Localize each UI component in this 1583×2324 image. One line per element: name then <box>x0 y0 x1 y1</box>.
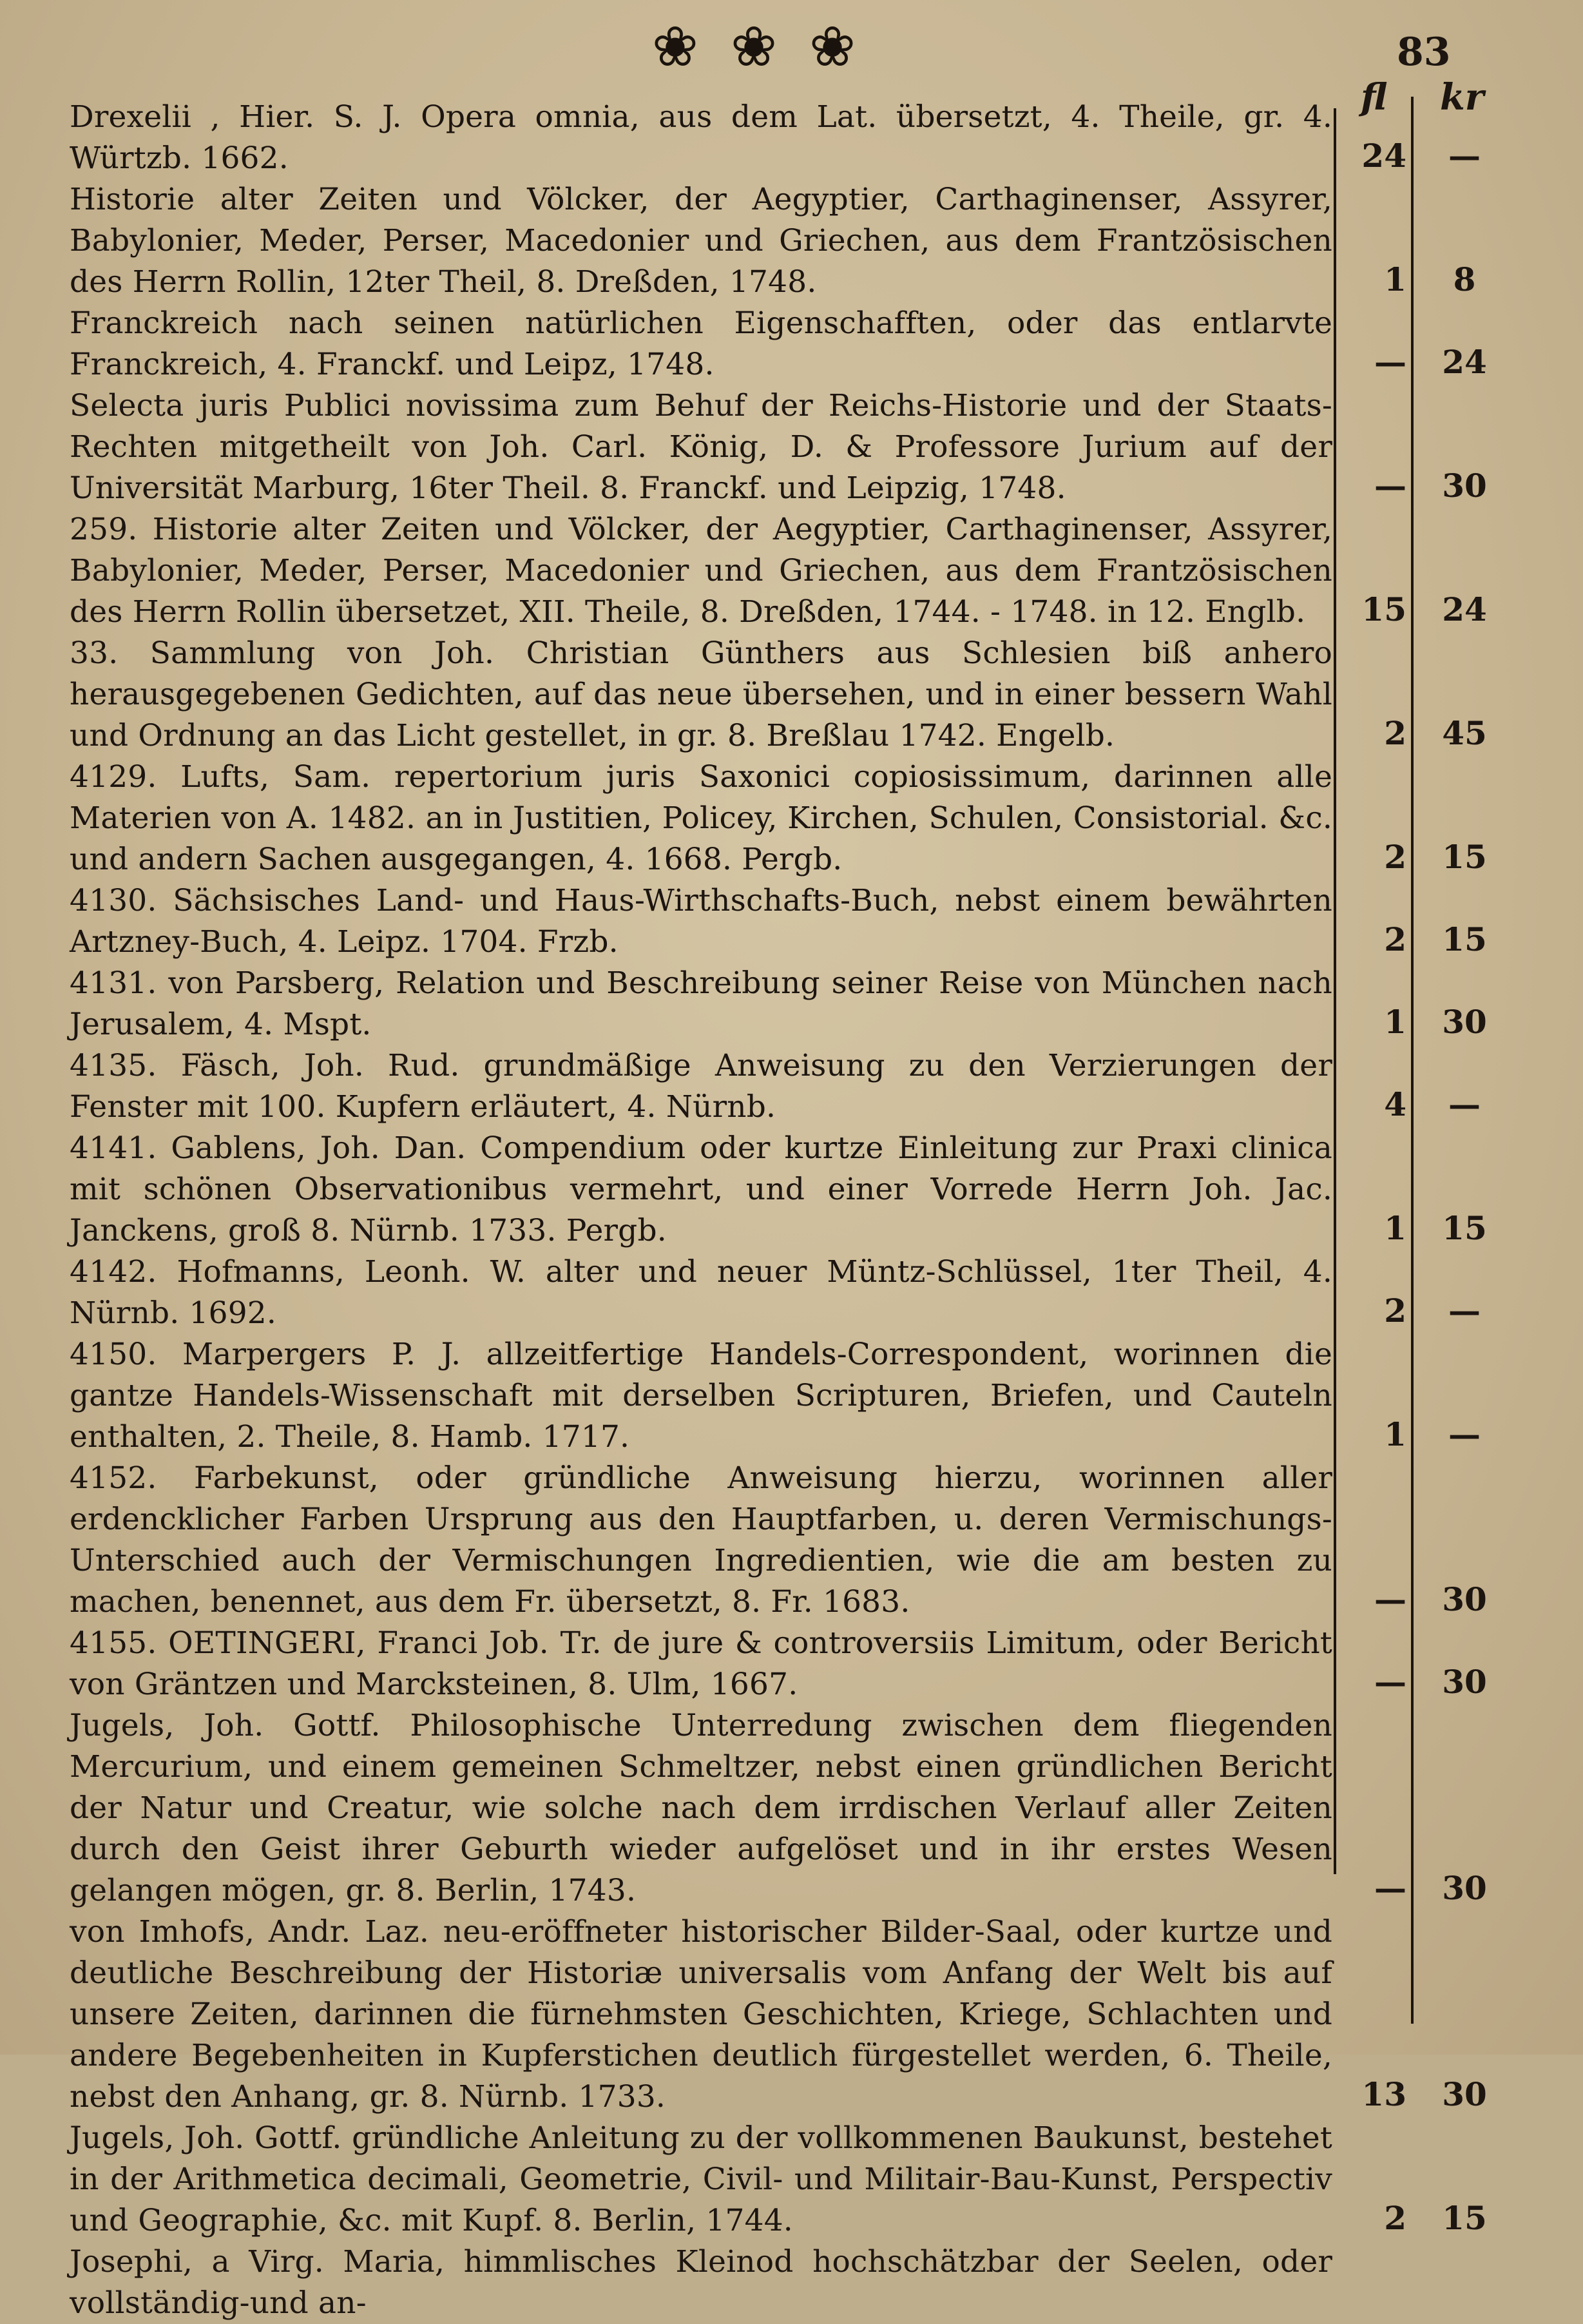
price-kreuzer: 30 <box>1442 1663 1487 1701</box>
price-florin: — <box>1374 1663 1406 1701</box>
price-kreuzer: — <box>1448 1085 1481 1123</box>
catalog-entry <box>70 2242 1332 2324</box>
entry-text: Jugels, Joh. Gottf. gründliche Anleitung zu der vollkommenen Baukunst, bestehet in der Arithmetica decimali, Geometrie, Civil- und Militair-Bau-Kunst, Perspectiv und Geographie, &c. mit Kupf. 8. Berlin, 1744. <box>70 2120 1332 2238</box>
price-kreuzer: 8 <box>1453 260 1476 298</box>
catalog-entry <box>70 1623 1487 1705</box>
price-florin: 1 <box>1384 1209 1406 1247</box>
catalog-entry <box>70 1045 1481 1128</box>
catalog-entry <box>70 385 1487 509</box>
price-florin: 1 <box>1384 1415 1406 1453</box>
catalog-entry <box>70 1252 1481 1334</box>
catalog-entries <box>70 97 1487 2324</box>
price-florin: 2 <box>1384 2199 1406 2237</box>
price-florin: 2 <box>1384 714 1406 752</box>
entry-text: Selecta juris Publici novissima zum Behuf der Reichs-Historie und der Staats-Rechten mitgetheilt von Joh. Carl. König, D. & Professore Jurium auf der Universität Marburg, 16ter Theil. 8. Franckf. und Leipzig, 1748. <box>70 388 1332 506</box>
flower-ornament-icon: ❀ <box>651 15 698 79</box>
price-kreuzer: 15 <box>1442 1209 1487 1247</box>
price-kreuzer: 15 <box>1442 838 1487 876</box>
price-kreuzer: — <box>1448 1415 1481 1453</box>
entry-text: 4142. Hofmanns, Leonh. W. alter und neuer Müntz-Schlüssel, 1ter Theil, 4. Nürnb. 1692. <box>70 1254 1332 1331</box>
price-florin: 1 <box>1384 260 1406 298</box>
catalog-entry <box>70 303 1487 385</box>
entry-text: 4152. Farbekunst, oder gründliche Anweisung hierzu, worinnen aller erdencklicher Farben Ursprung aus den Hauptfarben, u. deren Vermischungs-Unterschied auch der Vermischungen Ingredientien, wie die am besten zu machen, benennet, aus dem Fr. übersetzt, 8. Fr. 1683. <box>70 1460 1332 1620</box>
kreuzer-column-header: kr <box>1440 76 1484 119</box>
catalog-entry <box>70 880 1487 963</box>
price-kreuzer: 30 <box>1442 1580 1487 1618</box>
entry-text: Drexelii , Hier. S. J. Opera omnia, aus dem Lat. übersetzt, 4. Theile, gr. 4. Würtzb. 1662. <box>70 99 1332 176</box>
catalog-entry <box>70 1912 1487 2118</box>
entry-text: Josephi, a Virg. Maria, himmlisches Kleinod hochschätzbar der Seelen, oder vollständig-und an- <box>70 2244 1332 2321</box>
price-kreuzer: 30 <box>1442 467 1487 505</box>
price-florin: — <box>1374 343 1406 381</box>
entry-text: von Imhofs, Andr. Laz. neu-eröffneter historischer Bilder-Saal, oder kurtze und deutliche Beschreibung der Historiæ universalis vom Anfang der Welt bis auf unsere Zeiten, darinnen die fürnehmsten Geschichten, Kriege, Schlachten und andere Begebenheiten in Kupferstichen deutlich fürgestellet werden, 6. Theile, nebst den Anhang, gr. 8. Nürnb. 1733. <box>70 1914 1332 2115</box>
catalog-entry <box>70 963 1487 1045</box>
entry-text: Franckreich nach seinen natürlichen Eigenschafften, oder das entlarvte Franckreich, 4. Franckf. und Leipz, 1748. <box>70 305 1332 382</box>
column-rule-left <box>1334 108 1336 1874</box>
price-florin: 15 <box>1361 590 1406 628</box>
price-kreuzer: — <box>1448 137 1481 175</box>
price-florin: — <box>1374 1869 1406 1907</box>
price-florin: 2 <box>1384 1292 1406 1330</box>
catalog-entry <box>70 633 1487 757</box>
entry-text: 4129. Lufts, Sam. repertorium juris Saxonici copiosissimum, darinnen alle Materien von A. 1482. an in Justitien, Policey, Kirchen, Schulen, Consistorial. &c. und andern Sachen ausgegangen, 4. 1668. Pergb. <box>70 759 1332 877</box>
price-kreuzer: 24 <box>1442 590 1487 628</box>
entry-text: Jugels, Joh. Gottf. Philosophische Unterredung zwischen dem fliegenden Mercurium, und einem gemeinen Schmeltzer, nebst einen gründlichen Bericht der Natur und Creatur, wie solche nach dem irrdischen Verlauf aller Zeiten durch den Geist ihrer Geburth wieder aufgelöset und in ihr erstes Wesen gelangen mögen, gr. 8. Berlin, 1743. <box>70 1708 1332 1908</box>
flower-ornament-icon: ❀ <box>809 15 856 79</box>
column-rule-middle <box>1411 97 1414 2024</box>
price-kreuzer: 30 <box>1442 1869 1487 1907</box>
entry-text: Historie alter Zeiten und Völcker, der Aegyptier, Carthaginenser, Assyrer, Babylonier, Meder, Perser, Macedonier und Griechen, aus dem Frantzösischen des Herrn Rollin, 12ter Theil, 8. Dreßden, 1748. <box>70 182 1332 300</box>
entry-text: 259. Historie alter Zeiten und Völcker, der Aegyptier, Carthaginenser, Assyrer, Babylonier, Meder, Perser, Macedonier und Griechen, aus dem Frantzösischen des Herrn Rollin übersetzet, XII. Theile, 8. Dreßden, 1744. - 1748. in 12. Englb. <box>70 512 1332 630</box>
catalog-entry <box>70 509 1487 633</box>
price-kreuzer: 30 <box>1442 1003 1487 1041</box>
price-florin: — <box>1374 1580 1406 1618</box>
price-kreuzer: 30 <box>1442 2075 1487 2113</box>
florin-column-header: fl <box>1361 76 1387 119</box>
catalog-entry <box>70 1458 1487 1623</box>
price-florin: 1 <box>1384 1003 1406 1041</box>
entry-text: 33. Sammlung von Joh. Christian Günthers aus Schlesien biß anhero herausgegebenen Gedichten, auf das neue übersehen, und in einer bessern Wahl und Ordnung an das Licht gestellet, in gr. 8. Breßlau 1742. Engelb. <box>70 635 1332 753</box>
price-florin: 24 <box>1361 137 1406 175</box>
price-florin: 4 <box>1384 1085 1406 1123</box>
entry-text: 4130. Sächsisches Land- und Haus-Wirthschafts-Buch, nebst einem bewährten Artzney-Buch, 4. Leipz. 1704. Frzb. <box>70 883 1332 960</box>
catalog-entry <box>70 179 1476 303</box>
catalog-entry <box>70 2118 1487 2242</box>
entry-text: 4135. Fäsch, Joh. Rud. grundmäßige Anweisung zu den Verzierungen der Fenster mit 100. Kupfern erläutert, 4. Nürnb. <box>70 1048 1332 1125</box>
price-florin: 2 <box>1384 838 1406 876</box>
header-ornament <box>619 15 889 79</box>
price-florin: 13 <box>1361 2075 1406 2113</box>
price-florin: — <box>1374 467 1406 505</box>
price-kreuzer: 45 <box>1442 714 1487 752</box>
price-kreuzer: — <box>1448 1292 1481 1330</box>
page-number: 83 <box>1397 30 1451 75</box>
entry-text: 4155. OETINGERI, Franci Job. Tr. de jure & controversiis Limitum, oder Bericht von Gräntzen und Marcksteinen, 8. Ulm, 1667. <box>70 1625 1332 1702</box>
price-kreuzer: 15 <box>1442 2199 1487 2237</box>
catalog-entry <box>70 1705 1487 1912</box>
entry-text: 4131. von Parsberg, Relation und Beschreibung seiner Reise von München nach Jerusalem, 4. Mspt. <box>70 965 1332 1042</box>
catalog-entry <box>70 1334 1481 1458</box>
catalog-entry <box>70 1128 1487 1252</box>
price-kreuzer: 15 <box>1442 920 1487 958</box>
entry-text: 4150. Marpergers P. J. allzeitfertige Handels-Correspondent, worinnen die gantze Handels-Wissenschaft mit derselben Scripturen, Briefen, und Cauteln enthalten, 2. Theile, 8. Hamb. 1717. <box>70 1337 1332 1455</box>
entry-text: 4141. Gablens, Joh. Dan. Compendium oder kurtze Einleitung zur Praxi clinica mit schönen Observationibus vermehrt, und einer Vorrede Herrn Joh. Jac. Janckens, groß 8. Nürnb. 1733. Pergb. <box>70 1130 1332 1248</box>
catalog-entry <box>70 757 1487 880</box>
price-kreuzer: 24 <box>1442 343 1487 381</box>
flower-ornament-icon: ❀ <box>730 15 778 79</box>
price-florin: 2 <box>1384 920 1406 958</box>
